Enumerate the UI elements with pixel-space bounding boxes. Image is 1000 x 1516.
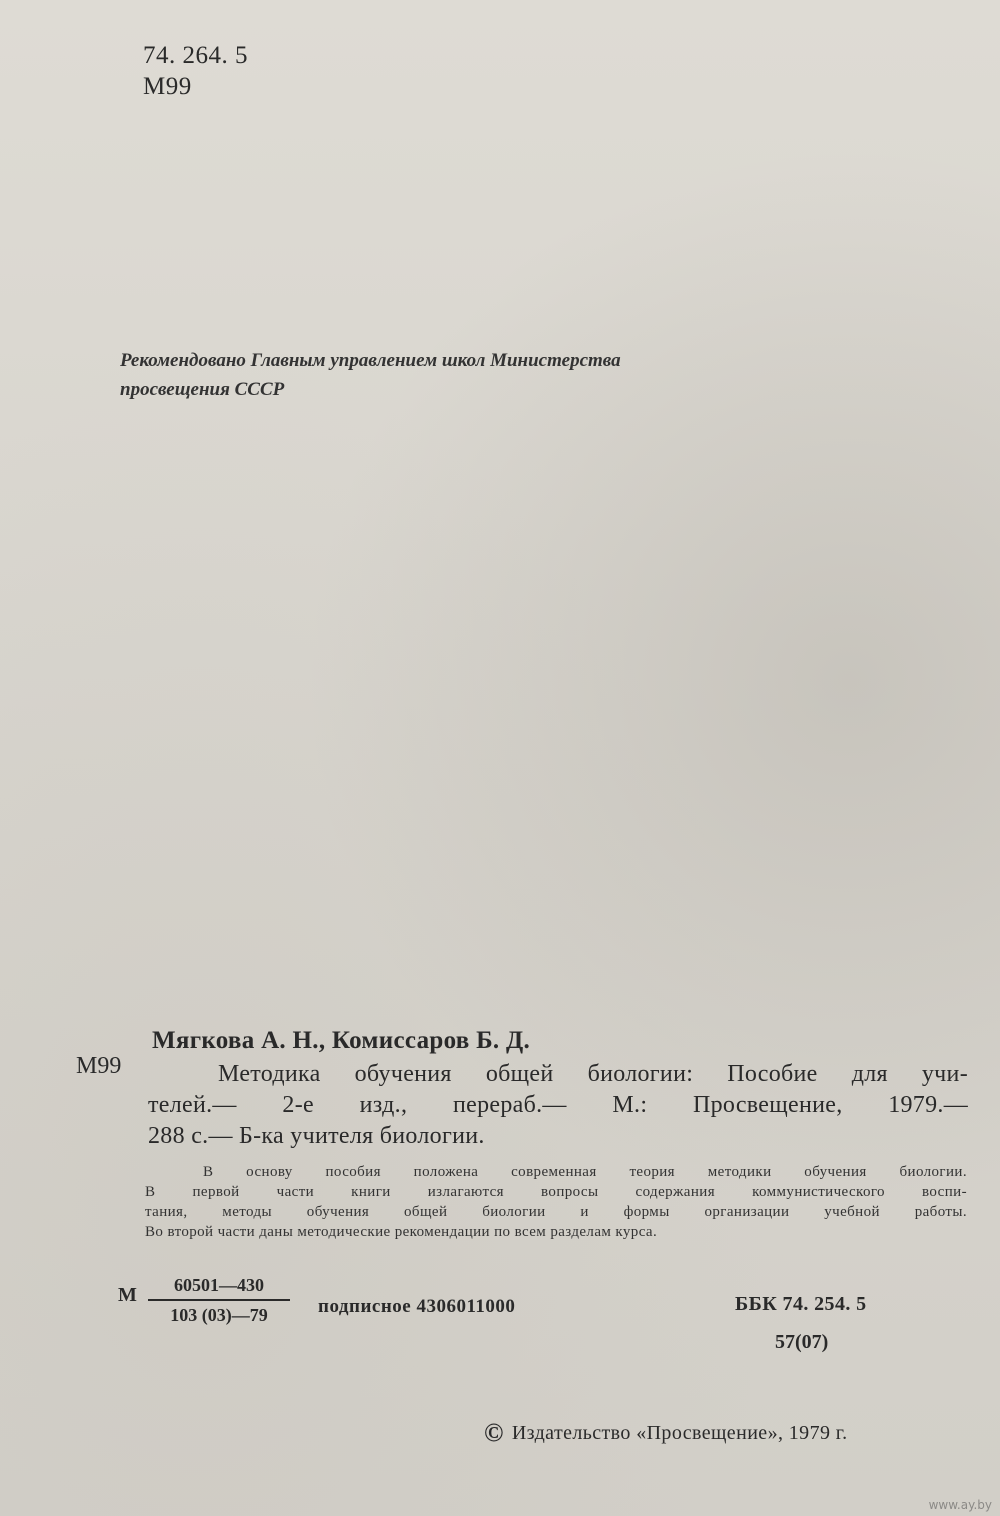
- annotation-line: Во второй части даны методические рекомендации по всем разделам курса.: [145, 1224, 658, 1240]
- udk-code: 57(07): [775, 1331, 829, 1353]
- bbk-code: ББК 74. 254. 5: [735, 1293, 867, 1315]
- subscription-number: подписное 4306011000: [318, 1296, 516, 1317]
- bib-line: 288 с.— Б-ка учителя биологии.: [148, 1123, 485, 1149]
- classification-code: 74. 264. 5: [143, 42, 248, 69]
- authors: Мягкова А. Н., Комиссаров Б. Д.: [152, 1027, 531, 1054]
- copyright-icon: ©: [484, 1418, 504, 1447]
- bibliographic-description: [148, 1059, 968, 1152]
- recommendation-note: [120, 346, 621, 404]
- fraction-denominator: 103 (03)—79: [170, 1305, 268, 1325]
- fraction-numerator: 60501—430: [174, 1275, 264, 1295]
- author-mark: М99: [143, 73, 192, 100]
- site-watermark: www.ay.by: [928, 1498, 992, 1512]
- copyright-line: [484, 1418, 848, 1448]
- annotation-line: В первой части книги излагаются вопросы содержания коммунистического воспи-: [145, 1184, 967, 1200]
- annotation-line: тания, методы обучения общей биологии и формы организации учебной работы.: [145, 1204, 967, 1220]
- recommendation-line-1: Рекомендовано Главным управлением школ Министерства: [120, 350, 621, 371]
- imprint-fraction: [148, 1272, 290, 1327]
- side-author-mark: М99: [76, 1053, 122, 1079]
- annotation-line: В основу пособия положена современная теория методики обучения биологии.: [203, 1164, 967, 1180]
- bib-line: телей.— 2-е изд., перераб.— М.: Просвещение, 1979.—: [148, 1092, 968, 1118]
- classification-block: [143, 40, 248, 102]
- recommendation-line-2: просвещения СССР: [120, 379, 285, 400]
- annotation: [145, 1162, 967, 1242]
- imprint-m-letter: М: [118, 1284, 137, 1306]
- fraction-bar: [148, 1299, 290, 1301]
- copyright-text: Издательство «Просвещение», 1979 г.: [511, 1422, 848, 1444]
- bib-line: Методика обучения общей биологии: Пособие для учи-: [218, 1061, 968, 1087]
